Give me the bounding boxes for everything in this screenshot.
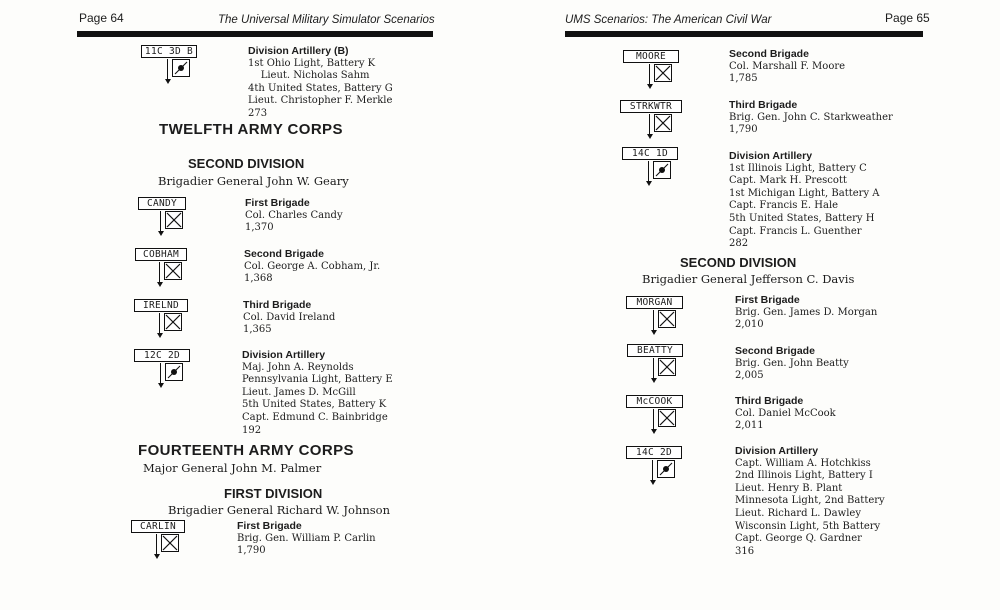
arrow-down-icon — [165, 79, 171, 84]
unit-entry — [237, 520, 376, 558]
unit-detail-line: Lieut. Richard L. Dawley — [735, 507, 861, 519]
arrow-down-icon — [646, 181, 652, 186]
unit-title: First Brigade — [735, 294, 800, 306]
arrow-down-icon — [647, 84, 653, 89]
unit-strength: 1,365 — [243, 324, 272, 336]
unit-strength: 2,005 — [735, 370, 764, 382]
page-number: Page 65 — [885, 11, 930, 25]
unit-entry — [735, 395, 836, 433]
unit-staff-line — [159, 313, 160, 334]
unit-strength: 1,790 — [729, 124, 758, 136]
corps-heading: TWELFTH ARMY CORPS — [159, 121, 343, 138]
division-commander: Brigadier General Richard W. Johnson — [168, 503, 390, 517]
unit-staff-line — [652, 460, 653, 481]
unit-staff-line — [167, 59, 168, 80]
unit-code-label: 12C 2D — [134, 349, 190, 362]
infantry-icon — [654, 64, 672, 82]
unit-entry — [245, 197, 343, 235]
unit-detail-line: 4th United States, Battery G — [248, 82, 393, 94]
unit-staff-line — [653, 310, 654, 331]
header-rule — [565, 31, 923, 37]
division-commander: Brigadier General John W. Geary — [158, 174, 349, 188]
infantry-icon — [161, 534, 179, 552]
arrow-down-icon — [154, 554, 160, 559]
unit-title: Third Brigade — [243, 299, 312, 311]
unit-detail-line: 2nd Illinois Light, Battery I — [735, 470, 873, 482]
unit-title: First Brigade — [237, 520, 302, 532]
unit-entry — [729, 150, 880, 251]
unit-title: Division Artillery — [729, 150, 813, 162]
unit-strength: 2,010 — [735, 319, 764, 331]
arrow-down-icon — [651, 378, 657, 383]
unit-staff-line — [653, 358, 654, 379]
unit-detail-line: Lieut. Christopher F. Merkle — [248, 95, 393, 107]
arrow-down-icon — [158, 383, 164, 388]
division-commander: Brigadier General Jefferson C. Davis — [642, 272, 855, 286]
unit-code-label: STRKWTR — [620, 100, 682, 113]
arrow-down-icon — [157, 333, 163, 338]
infantry-icon — [654, 114, 672, 132]
unit-strength: 273 — [248, 107, 268, 119]
unit-strength: 1,785 — [729, 73, 758, 85]
unit-staff-line — [159, 262, 160, 283]
unit-detail-line: Capt. William A. Hotchkiss — [735, 457, 871, 469]
unit-strength: 1,370 — [245, 222, 274, 234]
unit-staff-line — [160, 363, 161, 384]
unit-detail-line: Capt. George Q. Gardner — [735, 533, 862, 545]
unit-staff-line — [648, 161, 649, 182]
infantry-icon — [658, 310, 676, 328]
unit-strength: 1,790 — [237, 545, 266, 557]
arrow-down-icon — [650, 480, 656, 485]
division-heading: SECOND DIVISION — [188, 156, 305, 171]
unit-strength: 316 — [735, 545, 755, 557]
unit-code-label: COBHAM — [135, 248, 187, 261]
unit-entry — [243, 299, 335, 337]
infantry-icon — [658, 409, 676, 427]
unit-code-label: IRELND — [134, 299, 188, 312]
unit-detail-line: Lieut. James D. McGill — [242, 386, 356, 398]
unit-detail-line: Col. George A. Cobham, Jr. — [244, 260, 381, 272]
unit-detail-line: Maj. John A. Reynolds — [242, 361, 354, 373]
corps-heading: FOURTEENTH ARMY CORPS — [138, 442, 354, 459]
unit-title: Third Brigade — [735, 395, 804, 407]
unit-detail-line: Brig. Gen. William P. Carlin — [237, 532, 376, 544]
arrow-down-icon — [651, 330, 657, 335]
unit-strength: 1,368 — [244, 273, 273, 285]
unit-code-label: MOORE — [623, 50, 679, 63]
unit-detail-line: Col. Marshall F. Moore — [729, 60, 846, 72]
unit-staff-line — [649, 64, 650, 85]
unit-detail-line: Lieut. Nicholas Sahm — [248, 70, 370, 82]
running-header: UMS Scenarios: The American Civil War — [565, 14, 772, 26]
unit-entry — [735, 345, 849, 383]
unit-detail-line: 1st Illinois Light, Battery C — [729, 162, 867, 174]
unit-detail-line: 1st Ohio Light, Battery K — [248, 57, 376, 69]
unit-code-label: CANDY — [138, 197, 186, 210]
unit-detail-line: Minnesota Light, 2nd Battery — [735, 495, 885, 507]
unit-detail-line: Lieut. Henry B. Plant — [735, 482, 843, 494]
unit-detail-line: 5th United States, Battery H — [729, 212, 875, 224]
unit-code-label: MORGAN — [626, 296, 683, 309]
unit-detail-line: Capt. Edmund C. Bainbridge — [242, 411, 388, 423]
unit-detail-line: Wisconsin Light, 5th Battery — [735, 520, 881, 532]
running-header: The Universal Military Simulator Scenarios — [218, 14, 435, 26]
unit-detail-line: Col. David Ireland — [243, 311, 336, 323]
arrow-down-icon — [647, 134, 653, 139]
unit-entry — [242, 349, 393, 437]
unit-detail-line: 5th United States, Battery K — [242, 399, 387, 411]
division-heading: FIRST DIVISION — [224, 486, 323, 501]
unit-title: First Brigade — [245, 197, 310, 209]
unit-code-label: CARLIN — [131, 520, 185, 533]
unit-detail-line: Pennsylvania Light, Battery E — [242, 374, 393, 386]
infantry-icon — [164, 313, 182, 331]
unit-entry — [244, 248, 380, 286]
unit-entry — [735, 294, 877, 332]
page-number: Page 64 — [79, 11, 124, 25]
unit-detail-line: Brig. Gen. John Beatty — [735, 357, 849, 369]
unit-title: Second Brigade — [729, 48, 809, 60]
unit-entry — [729, 48, 845, 86]
unit-strength: 282 — [729, 238, 749, 250]
header-rule — [77, 31, 433, 37]
unit-strength: 2,011 — [735, 420, 764, 432]
unit-detail-line: Capt. Francis L. Guenther — [729, 225, 862, 237]
unit-code-label: 11C 3D B — [141, 45, 197, 58]
unit-code-label: 14C 1D — [622, 147, 678, 160]
unit-entry — [248, 45, 393, 121]
unit-title: Division Artillery — [735, 445, 819, 457]
unit-title: Second Brigade — [735, 345, 815, 357]
infantry-icon — [164, 262, 182, 280]
unit-detail-line: Brig. Gen. James D. Morgan — [735, 306, 878, 318]
unit-entry — [735, 445, 885, 558]
unit-staff-line — [160, 211, 161, 232]
unit-entry — [729, 99, 893, 137]
unit-title: Second Brigade — [244, 248, 324, 260]
unit-detail-line: Col. Daniel McCook — [735, 407, 836, 419]
artillery-icon — [172, 59, 190, 77]
unit-detail-line: Col. Charles Candy — [245, 209, 343, 221]
unit-detail-line: Capt. Francis E. Hale — [729, 200, 839, 212]
unit-detail-line: Brig. Gen. John C. Starkweather — [729, 111, 893, 123]
unit-code-label: BEATTY — [627, 344, 683, 357]
infantry-icon — [658, 358, 676, 376]
unit-title: Division Artillery (B) — [248, 45, 349, 57]
unit-code-label: 14C 2D — [626, 446, 682, 459]
artillery-icon — [657, 460, 675, 478]
corps-commander: Major General John M. Palmer — [143, 461, 322, 475]
division-heading: SECOND DIVISION — [680, 255, 797, 270]
unit-staff-line — [653, 409, 654, 430]
unit-title: Third Brigade — [729, 99, 798, 111]
unit-staff-line — [649, 114, 650, 135]
artillery-icon — [653, 161, 671, 179]
arrow-down-icon — [651, 429, 657, 434]
unit-detail-line: 1st Michigan Light, Battery A — [729, 187, 880, 199]
arrow-down-icon — [158, 231, 164, 236]
artillery-icon — [165, 363, 183, 381]
unit-staff-line — [156, 534, 157, 555]
unit-title: Division Artillery — [242, 349, 326, 361]
arrow-down-icon — [157, 282, 163, 287]
right-page — [500, 0, 1000, 610]
unit-strength: 192 — [242, 424, 262, 436]
infantry-icon — [165, 211, 183, 229]
unit-detail-line: Capt. Mark H. Prescott — [729, 175, 847, 187]
unit-code-label: McCOOK — [626, 395, 683, 408]
